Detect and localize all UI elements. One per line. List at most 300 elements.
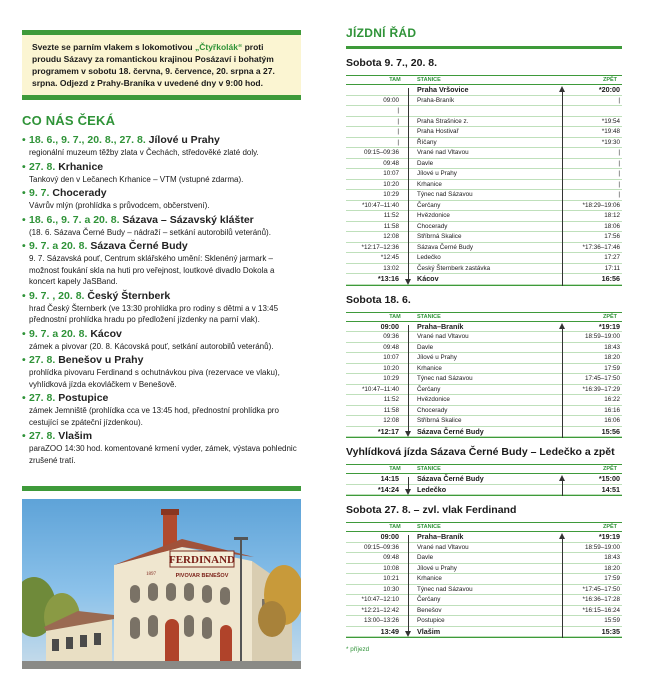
event-item — [22, 392, 301, 428]
header-stanice: STANICE — [417, 524, 441, 530]
route-line — [404, 159, 414, 169]
event-description: zámek a pivovar (20. 8. Kácovská pouť, setkání autorobilů veteránů). — [29, 341, 274, 351]
route-line — [404, 374, 414, 384]
timetable-row — [346, 343, 622, 354]
timetable-header-row — [346, 523, 622, 532]
down-arrow-icon — [405, 631, 411, 637]
return-time: *19:30 — [601, 138, 620, 146]
timetable-table — [346, 312, 622, 439]
departure-time: 10:20 — [383, 180, 399, 188]
timetable-row — [346, 201, 622, 212]
route-line — [404, 96, 414, 106]
brewery-year: 1897 — [146, 572, 156, 577]
return-time: 17:27 — [604, 254, 620, 261]
event-item — [22, 187, 301, 212]
event-item — [22, 214, 301, 239]
station-name: Jílové u Prahy — [417, 354, 457, 361]
down-direction-line — [408, 325, 409, 434]
return-time: *16:39–17:29 — [582, 385, 620, 393]
departure-time: | — [397, 138, 399, 146]
timetable-block — [346, 446, 622, 496]
event-place: Vlašim — [58, 430, 93, 442]
event-place: Krhanice — [58, 160, 104, 173]
up-arrow-icon — [559, 86, 565, 92]
departure-time: 09:00 — [383, 96, 399, 104]
return-time: | — [618, 191, 620, 198]
departure-time: 10:30 — [383, 585, 399, 593]
timetable-block-title: Sobota 27. 8. – zvl. vlak Ferdinand — [346, 504, 517, 516]
route-line — [404, 332, 414, 342]
return-time: *20:00 — [598, 85, 620, 94]
route-line — [404, 138, 414, 148]
timetable-row — [346, 616, 622, 627]
timetable-block — [346, 294, 622, 439]
timetable-row — [346, 395, 622, 406]
station-name: Sázava Černé Budy — [417, 426, 484, 436]
timetable-row — [346, 322, 622, 333]
departure-time: 10:08 — [383, 564, 399, 572]
header-zpet: ZPĚT — [602, 524, 618, 530]
return-time: *19:48 — [601, 128, 620, 135]
route-line — [404, 343, 414, 353]
route-line — [404, 543, 414, 553]
station-name: Praha Vršovice — [417, 85, 469, 94]
event-item — [22, 328, 301, 353]
timetable-row — [346, 574, 622, 585]
departure-time: 10:29 — [383, 191, 399, 198]
station-name: Postupice — [417, 617, 445, 624]
return-time: 18:59–19:00 — [584, 333, 620, 340]
route-line — [404, 180, 414, 190]
departure-time: | — [397, 117, 399, 125]
station-name — [414, 106, 552, 116]
event-place: Sázava Černé Budy — [90, 240, 188, 252]
departure-time: *12:17 — [377, 426, 399, 436]
route-line — [404, 385, 414, 395]
route-line — [404, 117, 414, 127]
return-time: | — [618, 170, 620, 177]
header-tam: TAM — [389, 524, 401, 530]
timetable-row — [346, 85, 622, 96]
station-name: Praha Hostivař — [417, 128, 459, 135]
timetable-row — [346, 406, 622, 417]
return-time: 17:59 — [604, 364, 620, 372]
departure-time: 11:58 — [383, 406, 399, 414]
departure-time: 09:48 — [383, 554, 399, 561]
return-time: | — [618, 96, 620, 104]
station-name: Chocerady — [417, 222, 448, 230]
section-title-co-nas-ceka: CO NÁS ČEKÁ — [22, 113, 116, 128]
station-name: Ledečko — [417, 484, 447, 494]
timetable-row — [346, 211, 622, 222]
timetable-table — [346, 522, 622, 638]
route-line — [404, 395, 414, 405]
timetable-row — [346, 627, 622, 638]
return-time: 17:11 — [604, 264, 620, 272]
station-name: Čerčany — [417, 385, 441, 393]
station-name: Ledečko — [417, 254, 441, 261]
return-time: 14:51 — [601, 484, 620, 494]
event-dates: 9. 7. a 20. 8. — [29, 327, 88, 340]
station-name: Praha–Braník — [417, 532, 464, 541]
route-line — [404, 585, 414, 595]
station-name: Hvězdonice — [417, 212, 450, 219]
timetable-row — [346, 485, 622, 496]
timetable-block-title: Sobota 9. 7., 20. 8. — [346, 57, 438, 69]
brewery-illustration — [22, 499, 301, 669]
departure-time: 13:02 — [383, 264, 399, 272]
departure-time: 09:15–09:36 — [363, 543, 399, 551]
departure-time: 09:48 — [383, 343, 399, 351]
down-arrow-icon — [405, 431, 411, 437]
route-line — [404, 474, 414, 484]
station-name: Vrané nad Vltavou — [417, 333, 469, 340]
route-line — [404, 553, 414, 563]
departure-time: 12:08 — [383, 233, 399, 240]
station-name: Davle — [417, 554, 434, 561]
departure-time: 11:52 — [383, 212, 399, 219]
departure-time: *14:24 — [377, 484, 399, 494]
header-tam: TAM — [389, 77, 401, 83]
event-place: Benešov u Prahy — [58, 354, 144, 366]
events-list — [22, 134, 301, 466]
timetable — [346, 26, 622, 653]
departure-time: | — [397, 107, 399, 114]
station-name: Český Šternberk zastávka — [417, 264, 491, 272]
departure-time: *10:47–12:10 — [361, 596, 399, 603]
departure-time: *10:47–11:40 — [361, 385, 399, 393]
route-line — [404, 353, 414, 363]
route-line — [404, 190, 414, 200]
station-name: Týnec nad Sázavou — [417, 585, 473, 593]
route-line — [404, 616, 414, 626]
route-line — [404, 211, 414, 221]
departure-time: 10:29 — [383, 375, 399, 382]
timetable-row — [346, 169, 622, 180]
event-item — [22, 240, 301, 288]
departure-time: 11:52 — [383, 396, 399, 403]
down-arrow-icon — [405, 489, 411, 495]
header-stanice: STANICE — [417, 466, 441, 472]
event-item — [22, 430, 301, 466]
route-line — [404, 169, 414, 179]
return-time: *18:29–19:06 — [582, 201, 620, 209]
departure-time: *12:17–12:36 — [361, 243, 399, 251]
brewery-wall-text: PIVOVAR BENEŠOV — [175, 573, 229, 579]
departure-time: *12:45 — [380, 254, 399, 261]
departure-time: 09:00 — [380, 321, 399, 331]
station-name: Čerčany — [417, 201, 441, 209]
return-time: *17:36–17:46 — [582, 243, 620, 251]
departure-time: 13:00–13:26 — [363, 617, 399, 624]
header-spacer — [404, 313, 414, 321]
header-spacer — [404, 465, 414, 473]
event-dates: 27. 8. — [29, 430, 56, 442]
station-name: Říčany — [417, 138, 437, 146]
station-name: Vrané nad Vltavou — [417, 543, 469, 551]
return-time: 18:43 — [604, 343, 620, 351]
route-line — [404, 106, 414, 116]
departure-time: 10:07 — [383, 354, 399, 361]
event-description: zámek Jemniště (prohlídka cca ve 13:45 hod, přednostní prohlídka pro cestující se zpáteční jízdenkou). — [29, 406, 279, 427]
station-name: Stříbrná Skalice — [417, 417, 462, 424]
event-dates: 9. 7. , 20. 8. — [29, 289, 85, 302]
timetable-row — [346, 595, 622, 606]
route-line — [404, 564, 414, 574]
route-line — [404, 595, 414, 605]
departure-time: 10:07 — [383, 170, 399, 177]
timetable-row — [346, 532, 622, 543]
up-direction-line — [562, 329, 563, 439]
departure-time: *12:21–12:42 — [361, 606, 399, 614]
return-time: *16:36–17:28 — [582, 596, 620, 603]
header-tam: TAM — [389, 466, 401, 472]
timetable-row — [346, 96, 622, 107]
up-direction-line — [562, 92, 563, 286]
return-time: 15:56 — [601, 426, 620, 436]
route-line — [404, 606, 414, 616]
route-line — [404, 127, 414, 137]
timetable-title: JÍZDNÍ ŘÁD — [346, 26, 417, 40]
return-time: 18:43 — [604, 554, 620, 561]
left-column — [22, 30, 301, 468]
header-zpet: ZPĚT — [602, 313, 618, 320]
return-time: | — [618, 149, 620, 156]
route-line — [404, 574, 414, 584]
event-dates: 27. 8. — [29, 392, 56, 404]
event-description: hrad Český Šternberk (ve 13:30 prohlídka pro rodiny s dětmi a v 13:45 přednostní prohlídka hradu po předložení jízdenky na parní vlak). — [29, 303, 279, 324]
route-line — [404, 364, 414, 374]
timetable-row — [346, 274, 622, 285]
timetable-row — [346, 374, 622, 385]
timetable-row — [346, 385, 622, 396]
departure-time: 11:58 — [383, 222, 399, 230]
intro-box — [22, 30, 301, 100]
return-time: 15:59 — [604, 617, 620, 624]
return-time: 16:16 — [604, 406, 620, 414]
route-line — [404, 322, 414, 332]
return-time: *19:19 — [598, 532, 620, 541]
timetable-block — [346, 504, 622, 638]
departure-time: *10:47–11:40 — [361, 201, 399, 209]
return-time: 18:12 — [604, 212, 620, 219]
header-spacer — [404, 76, 414, 84]
timetable-row — [346, 232, 622, 243]
departure-time: 13:49 — [380, 626, 399, 636]
return-time: 18:06 — [604, 222, 620, 230]
route-line — [404, 201, 414, 211]
header-spacer — [404, 523, 414, 531]
timetable-row — [346, 543, 622, 554]
station-name: Týnec nad Sázavou — [417, 375, 473, 382]
departure-time: 14:15 — [380, 474, 399, 483]
up-arrow-icon — [559, 533, 565, 539]
brewery-photo — [22, 499, 301, 669]
event-dates: 27. 8. — [29, 354, 56, 366]
timetable-row — [346, 180, 622, 191]
event-description: Tankový den v Lečanech Krhanice – VTM (vstupné zdarma). — [29, 174, 244, 184]
event-place: Postupice — [58, 392, 109, 404]
event-description: regionální muzeum těžby zlata v Čechách, středověké zlaté doly. — [29, 148, 259, 157]
departure-time: 09:00 — [380, 532, 399, 541]
route-line — [404, 253, 414, 263]
timetable-block-title: Sobota 18. 6. — [346, 293, 411, 306]
up-arrow-icon — [559, 475, 565, 481]
station-name: Jílové u Prahy — [417, 564, 457, 572]
timetable-row — [346, 585, 622, 596]
header-stanice: STANICE — [417, 77, 441, 83]
departure-time — [346, 85, 404, 95]
station-name: Kácov — [417, 274, 439, 283]
up-direction-line — [562, 481, 563, 496]
event-item — [22, 161, 301, 186]
departure-time: 09:15–09:36 — [363, 149, 399, 156]
station-name: Čerčany — [417, 596, 441, 603]
event-place: Jílové u Prahy — [148, 134, 220, 146]
return-time: 18:20 — [604, 354, 620, 361]
departure-time: 10:20 — [383, 364, 399, 372]
down-direction-line — [408, 535, 409, 633]
route-line — [404, 416, 414, 426]
return-time: 16:22 — [604, 396, 620, 403]
station-name: Davle — [417, 159, 434, 167]
return-time: 17:56 — [604, 233, 620, 240]
return-time: 18:59–19:00 — [584, 543, 620, 551]
event-description: 9. 7. Sázavská pouť, Centrum sklářského umění: Sklenéný jarmark – možnost foukání skla na huti pro veřejnost, loutkové divadlo Dokola a koncert kapely JaSBand. — [29, 254, 275, 286]
timetable-row — [346, 138, 622, 149]
down-arrow-icon — [405, 279, 411, 285]
station-name: Hvězdonice — [417, 396, 450, 403]
return-time: 16:56 — [601, 274, 620, 283]
event-dates: 9. 7. a 20. 8. — [29, 240, 88, 252]
intro-loco-name: „Čtyřkolák“ — [194, 42, 243, 52]
timetable-row — [346, 222, 622, 233]
station-name: Praha Strašnice z. — [417, 117, 469, 125]
station-name: Vlašim — [417, 626, 441, 636]
route-line — [404, 222, 414, 232]
route-line — [404, 85, 414, 95]
event-place: Sázava – Sázavský klášter — [122, 213, 254, 226]
departure-time: *13:16 — [377, 274, 399, 283]
timetable-row — [346, 190, 622, 201]
event-dates: 9. 7. — [29, 187, 50, 199]
event-item — [22, 290, 301, 326]
timetable-row — [346, 606, 622, 617]
timetable-header-row — [346, 465, 622, 474]
timetable-blocks — [346, 57, 622, 638]
station-name: Vrané nad Vltavou — [417, 149, 469, 156]
station-name: Chocerady — [417, 406, 448, 414]
station-name: Davle — [417, 343, 434, 351]
timetable-header-row — [346, 313, 622, 322]
header-stanice: STANICE — [417, 313, 441, 320]
event-item — [22, 134, 301, 159]
station-name: Praha–Braník — [417, 321, 464, 331]
timetable-row — [346, 264, 622, 275]
timetable-row — [346, 364, 622, 375]
return-time: 17:45–17:50 — [584, 375, 620, 382]
event-description: prohlídka pivovaru Ferdinand s ochutnávkou piva (rezervace ve vlaku), vyhlídková jízda ekovláčkem v Benešově. — [29, 368, 280, 389]
timetable-row — [346, 148, 622, 159]
station-name: Sázava Černé Budy — [417, 243, 474, 251]
left-divider — [22, 486, 301, 491]
header-tam: TAM — [389, 313, 401, 320]
timetable-header-row — [346, 76, 622, 85]
timetable-row — [346, 117, 622, 128]
departure-time: 09:48 — [383, 159, 399, 167]
intro-text-a: Svezte se parním vlakem s lokomotivou — [32, 42, 195, 52]
header-zpet: ZPĚT — [602, 77, 618, 83]
event-description: Vávrův mlýn (prohlídka s průvodcem, občerstvení). — [29, 201, 210, 210]
header-zpet: ZPĚT — [602, 466, 618, 472]
arrival-note: * příjezd — [346, 646, 370, 653]
event-item — [22, 354, 301, 390]
event-place: Kácov — [90, 327, 122, 340]
station-name: Benešov — [417, 606, 442, 614]
return-time: 18:20 — [604, 564, 620, 572]
timetable-row — [346, 243, 622, 254]
timetable-row — [346, 416, 622, 427]
station-name: Krhanice — [417, 575, 442, 582]
route-line — [404, 148, 414, 158]
route-line — [404, 264, 414, 274]
return-time: *19:54 — [601, 117, 620, 125]
station-name: Stříbrná Skalice — [417, 233, 462, 240]
event-dates: 18. 6., 9. 7., 20. 8., 27. 8. — [29, 134, 146, 146]
departure-time: | — [397, 128, 399, 135]
station-name: Krhanice — [417, 180, 442, 188]
event-dates: 18. 6., 9. 7. a 20. 8. — [29, 213, 120, 226]
departure-time: 10:21 — [383, 575, 399, 582]
timetable-row — [346, 106, 622, 117]
departure-time: 09:36 — [383, 333, 399, 340]
event-dates: 27. 8. — [29, 160, 56, 173]
up-arrow-icon — [559, 323, 565, 329]
timetable-block — [346, 57, 622, 286]
return-time: *19:19 — [598, 321, 620, 331]
timetable-title-rule — [346, 46, 622, 49]
station-name: Krhanice — [417, 364, 442, 372]
timetable-row — [346, 159, 622, 170]
timetable-row — [346, 474, 622, 485]
timetable-table — [346, 75, 622, 286]
timetable-row — [346, 127, 622, 138]
return-time: *15:00 — [598, 474, 620, 483]
timetable-row — [346, 253, 622, 264]
timetable-row — [346, 353, 622, 364]
return-time: | — [618, 180, 620, 188]
return-time: 15:35 — [601, 626, 620, 636]
brewery-sign: FERDINAND — [169, 554, 235, 566]
timetable-block-title: Vyhlídková jízda Sázava Černé Budy – Ledečko a zpět — [346, 446, 615, 458]
timetable-table — [346, 464, 622, 496]
station-name: Jílové u Prahy — [417, 170, 457, 177]
return-time: 17:59 — [604, 575, 620, 582]
departure-time: 12:08 — [383, 417, 399, 424]
up-direction-line — [562, 539, 563, 638]
event-place: Český Šternberk — [87, 289, 171, 302]
return-time: *16:15–16:24 — [582, 606, 620, 614]
route-line — [404, 243, 414, 253]
timetable-row — [346, 553, 622, 564]
route-line — [404, 532, 414, 542]
event-description: (18. 6. Sázava Černé Budy – nádraží – setkání autorobilů veteránů). — [29, 227, 271, 237]
event-place: Chocerady — [52, 187, 107, 199]
station-name: Týnec nad Sázavou — [417, 191, 473, 198]
station-name: Praha-Braník — [417, 96, 455, 104]
route-line — [404, 406, 414, 416]
timetable-row — [346, 427, 622, 438]
